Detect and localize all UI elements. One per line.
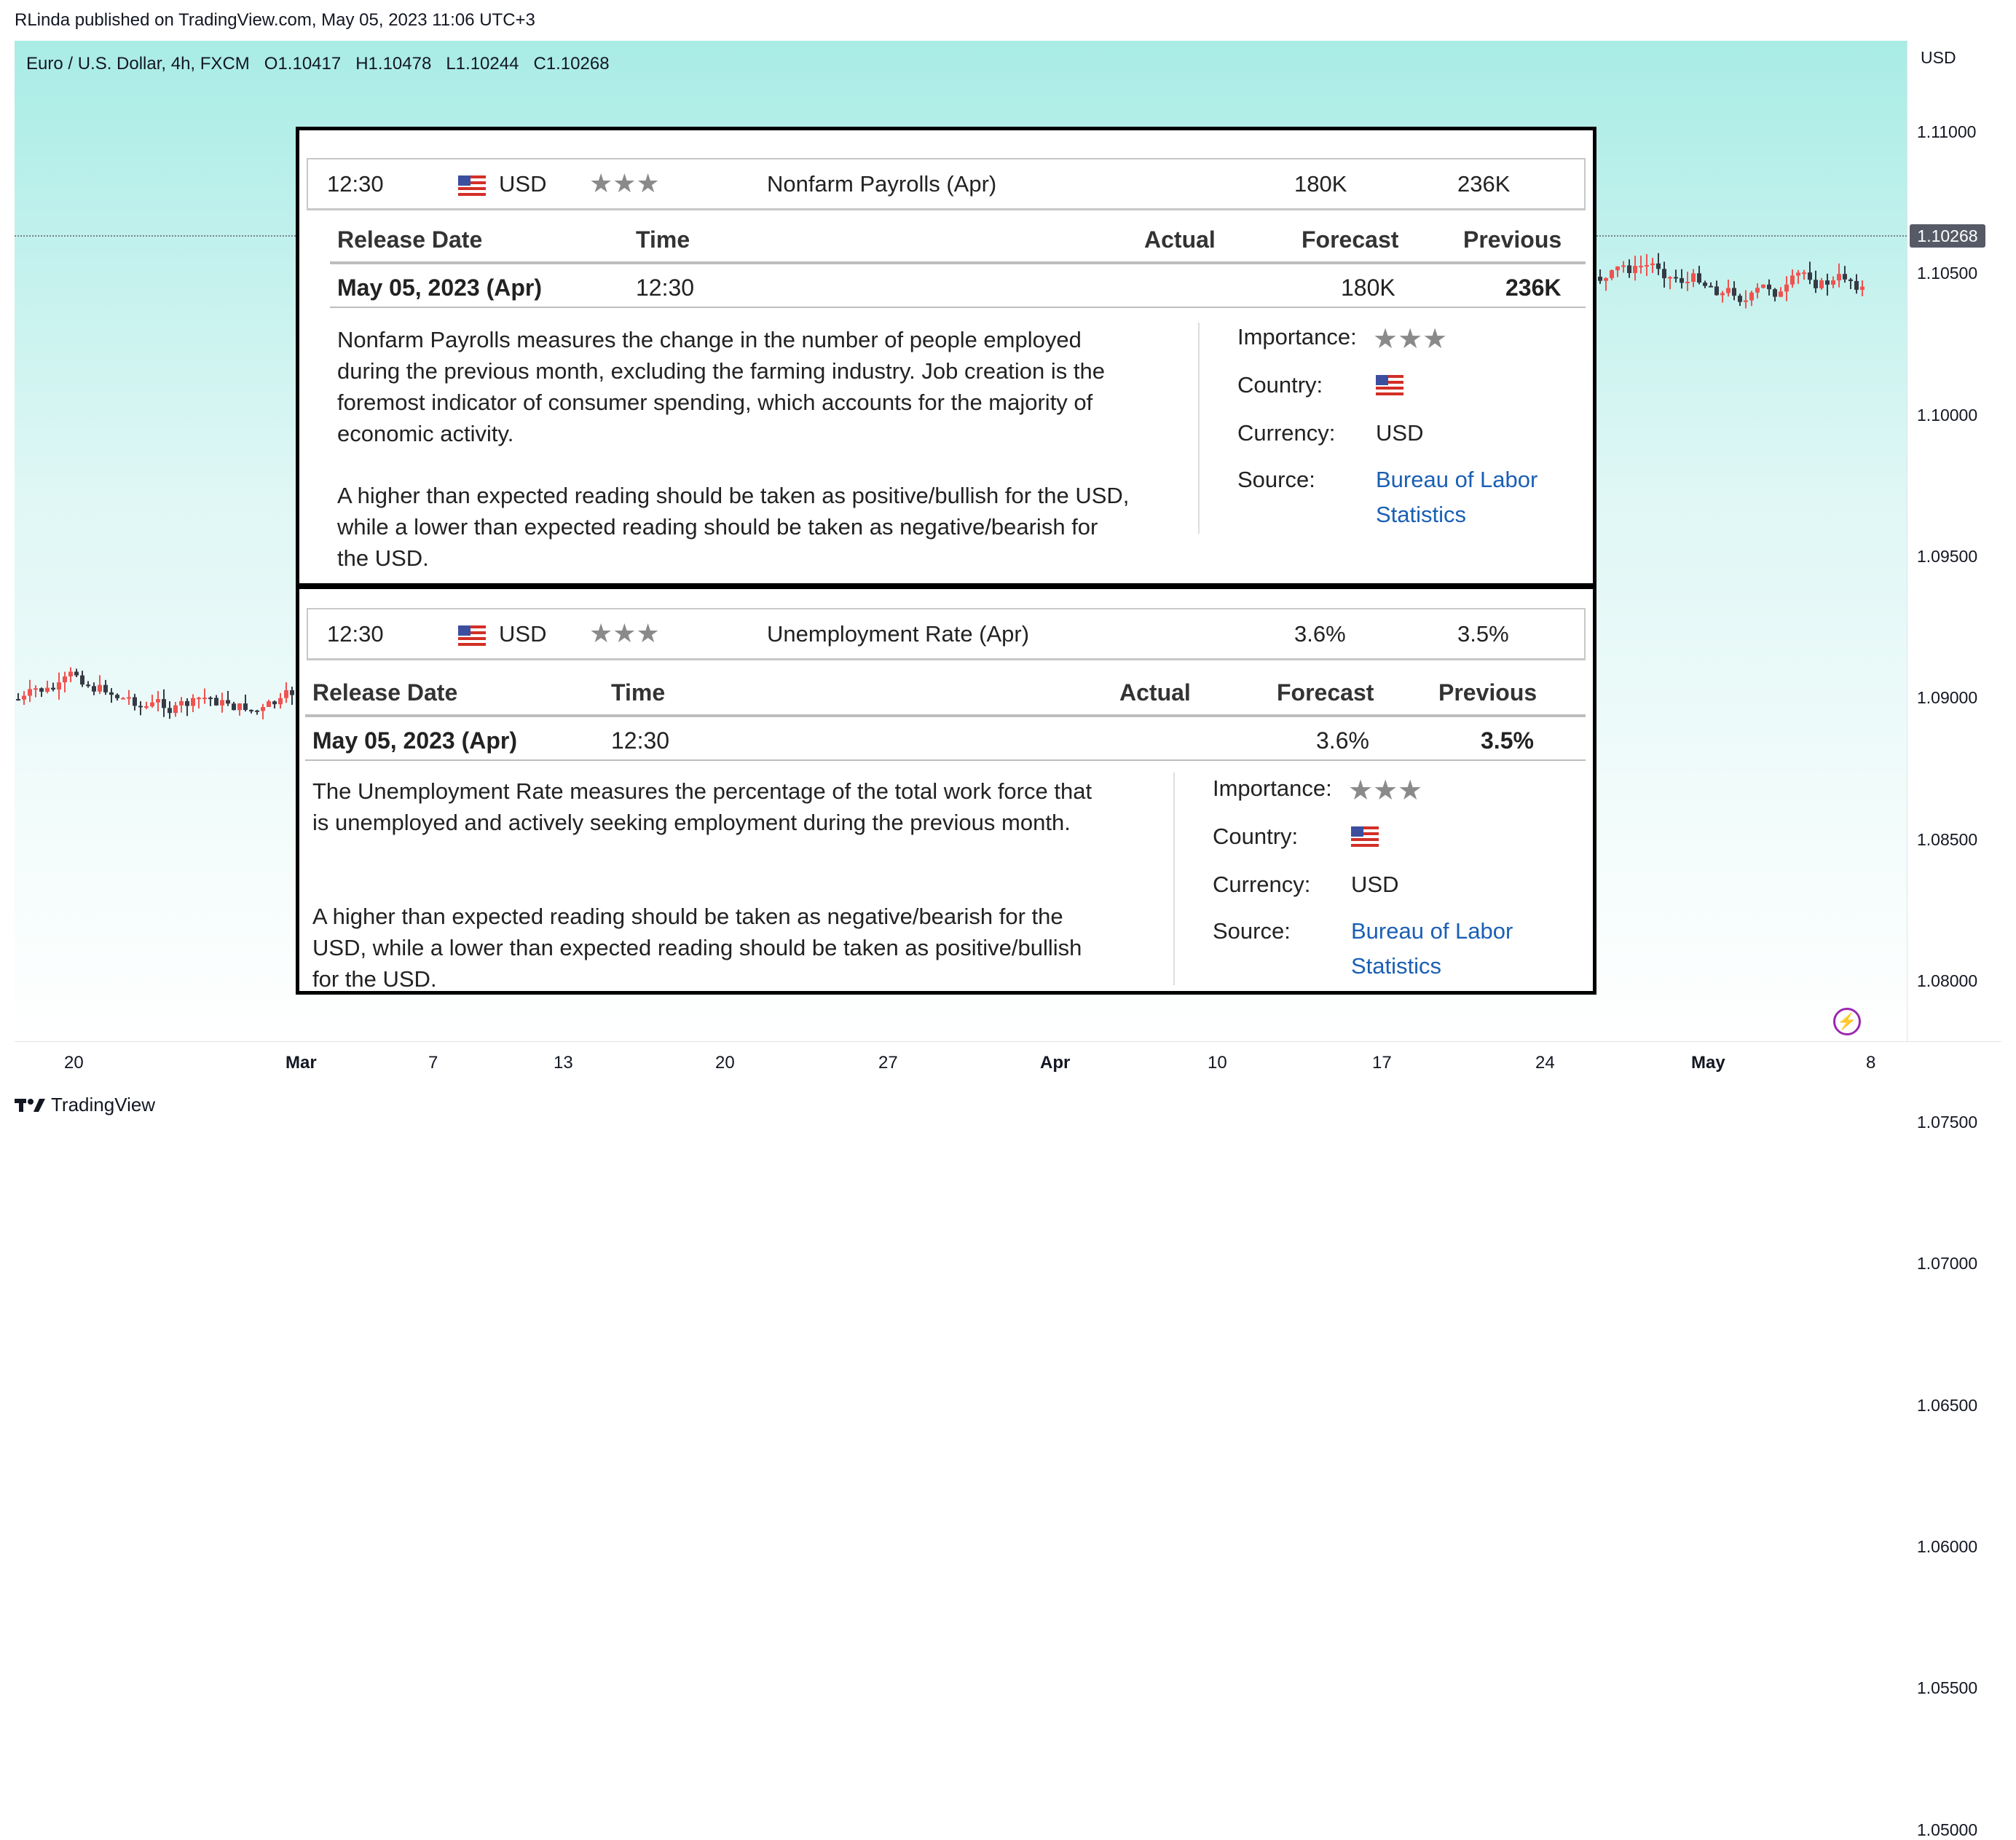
candle-body [1831,280,1835,285]
candle-body [290,690,294,695]
candle-body [1685,282,1690,283]
candle-body [127,698,131,699]
price-tick-label: 1.10000 [1917,405,1978,425]
candle-body [214,698,218,705]
event-title: Nonfarm Payrolls (Apr) [767,171,997,197]
time-tick-label: 20 [64,1053,84,1073]
candle-body [156,699,160,703]
col-release-date: Release Date [312,679,458,706]
source-label: Source: [1237,467,1315,492]
event-interpretation: A higher than expected reading should be taken as negative/bearish for the USD, while a lower than expected reading should be taken as positive/bullish for the USD. [312,904,1082,992]
symbol-legend[interactable] [26,54,610,74]
candle-body [1773,289,1777,296]
candle-body [63,676,67,682]
candle-body [133,698,137,706]
event-currency: USD [499,171,547,197]
us-flag-icon [1351,826,1379,850]
event-description: The Unemployment Rate measures the percentage of the total work force that is unemployed and actively seeking employment during the previous month. [312,778,1092,835]
candle-body [1720,293,1725,295]
divider [1198,323,1200,534]
candle-body [261,707,265,711]
price-tick-label: 1.09000 [1917,688,1978,708]
candle-body [255,711,259,712]
divider [330,307,1586,308]
candle-body [1796,272,1800,275]
importance-stars-icon: ★★★ [1348,775,1423,806]
importance-stars-icon: ★★★ [1373,324,1448,355]
country-label: Country: [1213,824,1299,849]
time-tick-label: 20 [715,1053,735,1073]
candle-body [150,703,154,706]
time-tick-label: 27 [878,1053,898,1073]
candle-body [168,708,172,713]
row-time: 12:30 [611,727,670,754]
candle-body [34,688,38,690]
candle-body [80,676,84,685]
candle-body [284,690,288,698]
divider [1173,773,1175,985]
row-forecast: 180K [1341,275,1395,301]
candle-body [1790,275,1795,284]
source-link[interactable]: Bureau of Labor [1376,467,1538,492]
candle-body [22,696,26,700]
candle-body [1621,265,1626,266]
candle-body [249,710,253,711]
col-time: Time [611,679,666,706]
source-link[interactable]: Bureau of Labor [1351,918,1513,944]
candle-body [1726,288,1730,293]
us-flag-icon [458,175,486,196]
event-forecast: 180K [1294,171,1347,197]
candle-body [39,688,44,692]
candle-body [1837,274,1841,280]
candle-body [1854,281,1859,290]
candle-body [1645,265,1649,266]
price-tick-label: 1.06000 [1917,1537,1978,1556]
row-date: May 05, 2023 (Apr) [337,275,543,301]
price-tick-label: 1.05000 [1917,1820,1978,1839]
lightning-icon[interactable]: ⚡ [1833,1008,1861,1035]
importance-stars-icon: ★★★ [589,168,660,198]
candle-body [1639,266,1643,267]
candle-body [1604,278,1608,281]
event-time: 12:30 [327,621,384,647]
candle-body [98,685,102,692]
tradingview-footer[interactable] [15,1094,155,1116]
time-tick-label: 24 [1535,1053,1555,1073]
candle-body [138,706,143,707]
event-card-nonfarm [296,127,1596,587]
candle-body [1650,264,1655,265]
col-previous: Previous [1438,679,1537,706]
candle-body [1668,277,1672,279]
col-time: Time [636,226,690,253]
price-tick-label: 1.10500 [1917,264,1978,283]
time-tick-label: 13 [554,1053,573,1073]
tradingview-logo-icon [15,1097,45,1113]
candle-body [191,698,195,706]
candle-body [1703,283,1707,286]
candle-body [267,701,271,707]
candle-body [1784,285,1789,292]
candle-body [1738,296,1742,302]
candle-body [179,701,184,706]
candle-body [1843,274,1847,280]
current-price-label: 1.10268 [1910,224,1985,248]
event-interpretation: A higher than expected reading should be taken as positive/bullish for the USD, while a lower than expected reading should be taken as negative/bearish for the USD. [337,483,1130,571]
time-tick-label: 10 [1208,1053,1227,1073]
candle-body [1779,291,1783,296]
candle-body [86,684,90,686]
candle-body [1627,265,1631,273]
candle-body [237,703,242,710]
event-description: Nonfarm Payrolls measures the change in the number of people employed during the previous month, excluding the farming industry. Job creation is the foremost indicator of consumer spending, which accounts for the majority of economic activity. [337,327,1105,446]
col-actual: Actual [1119,679,1191,706]
currency-value: USD [1376,420,1424,446]
candle-body [144,706,149,708]
candle-body [202,698,207,699]
row-previous: 3.5% [1481,727,1534,754]
source-link[interactable]: Statistics [1376,502,1467,527]
col-actual: Actual [1144,226,1216,253]
time-tick-label: 17 [1372,1053,1392,1073]
time-tick-label: 7 [428,1053,438,1073]
candle-body [1633,266,1637,273]
currency-value: USD [1351,872,1399,897]
candle-body [1691,273,1696,282]
candle-body [28,689,32,695]
time-tick-label: Mar [286,1053,317,1073]
us-flag-icon [458,625,486,646]
price-tick-label: 1.05500 [1917,1678,1978,1698]
ohlc-open: O1.10417 [264,54,342,74]
candle-body [1767,285,1771,289]
event-card-unemployment [296,585,1596,995]
candle-body [45,688,50,692]
candle-body [109,692,114,695]
event-currency: USD [499,621,547,647]
publish-header: RLinda published on TradingView.com, May 05, 2023 11:06 UTC+3 [15,10,535,30]
candle-body [1860,287,1865,290]
candle-body [1610,270,1614,278]
row-forecast: 3.6% [1316,727,1369,754]
price-tick-label: 1.11000 [1917,122,1977,141]
event-summary-bar[interactable] [307,608,1586,660]
candle-body [115,695,119,698]
divider [305,759,1586,761]
row-previous: 236K [1505,275,1562,301]
candle-body [1697,273,1701,283]
divider [305,714,1586,717]
importance-label: Importance: [1213,775,1332,801]
candle-body [1825,280,1830,285]
symbol-name: Euro / U.S. Dollar, 4h, FXCM [26,54,250,74]
time-tick-label: 8 [1866,1053,1876,1073]
candle-body [1680,278,1684,283]
candle-body [121,698,125,700]
col-forecast: Forecast [1302,226,1399,253]
source-label: Source: [1213,918,1291,944]
col-previous: Previous [1463,226,1562,253]
time-tick-label: May [1691,1053,1725,1073]
candle-body [16,699,20,700]
us-flag-icon [1376,375,1403,399]
candle-body [220,700,224,705]
divider [330,261,1586,264]
candle-body [1819,280,1824,288]
candle-body [1615,266,1620,270]
candle-body [103,685,108,692]
price-tick-label: 1.06500 [1917,1395,1978,1415]
ohlc-high: H1.10478 [355,54,432,74]
importance-stars-icon: ★★★ [589,618,660,648]
candle-body [1598,277,1602,281]
candle-body [1749,293,1754,301]
price-tick-label: 1.07500 [1917,1113,1978,1132]
candle-body [57,682,61,690]
candle-body [197,698,201,699]
candle-body [1709,286,1713,288]
candle-body [92,686,96,692]
candle-body [185,701,189,706]
event-title: Unemployment Rate (Apr) [767,621,1030,647]
ohlc-close: C1.10268 [533,54,610,74]
price-tick-label: 1.09500 [1917,546,1978,566]
candle-body [1814,280,1818,288]
footer-brand: TradingView [51,1094,156,1116]
candle-body [1755,288,1760,292]
candle-body [232,703,236,710]
country-label: Country: [1237,372,1323,398]
candle-body [162,699,166,708]
event-previous: 236K [1457,171,1511,197]
currency-label: Currency: [1237,420,1336,446]
candle-body [278,698,283,704]
candle-body [1808,272,1812,280]
candle-body [51,688,55,690]
candle-body [1714,286,1719,295]
ohlc-low: L1.10244 [446,54,519,74]
candle-body [1674,277,1678,279]
candle-body [1848,280,1853,281]
price-tick-label: 1.08500 [1917,829,1978,849]
importance-label: Importance: [1237,324,1357,350]
candle-body [208,698,213,699]
candle-body [1802,272,1806,274]
time-tick-label: Apr [1040,1053,1071,1073]
row-time: 12:30 [636,275,695,301]
candle-body [68,671,73,676]
event-previous: 3.5% [1457,621,1509,647]
candle-body [1761,285,1765,288]
candle-body [173,706,178,713]
candle-body [1656,264,1661,269]
candle-body [1744,301,1748,302]
row-date: May 05, 2023 (Apr) [312,727,518,754]
event-forecast: 3.6% [1294,621,1346,647]
price-tick-label: 1.07000 [1917,1254,1978,1274]
candle-body [226,700,230,703]
candle-body [272,701,277,704]
col-release-date: Release Date [337,226,483,253]
price-axis[interactable] [1907,41,2002,1041]
candle-body [1662,269,1666,278]
event-summary-bar[interactable] [307,158,1586,210]
candle-body [1732,288,1736,296]
candle-body [243,703,248,710]
price-tick-label: 1.08000 [1917,971,1978,990]
candle-body [74,671,79,675]
col-forecast: Forecast [1277,679,1374,706]
price-axis-currency: USD [1921,48,1956,67]
event-time: 12:30 [327,171,384,197]
source-link[interactable]: Statistics [1351,953,1442,979]
currency-label: Currency: [1213,872,1311,897]
